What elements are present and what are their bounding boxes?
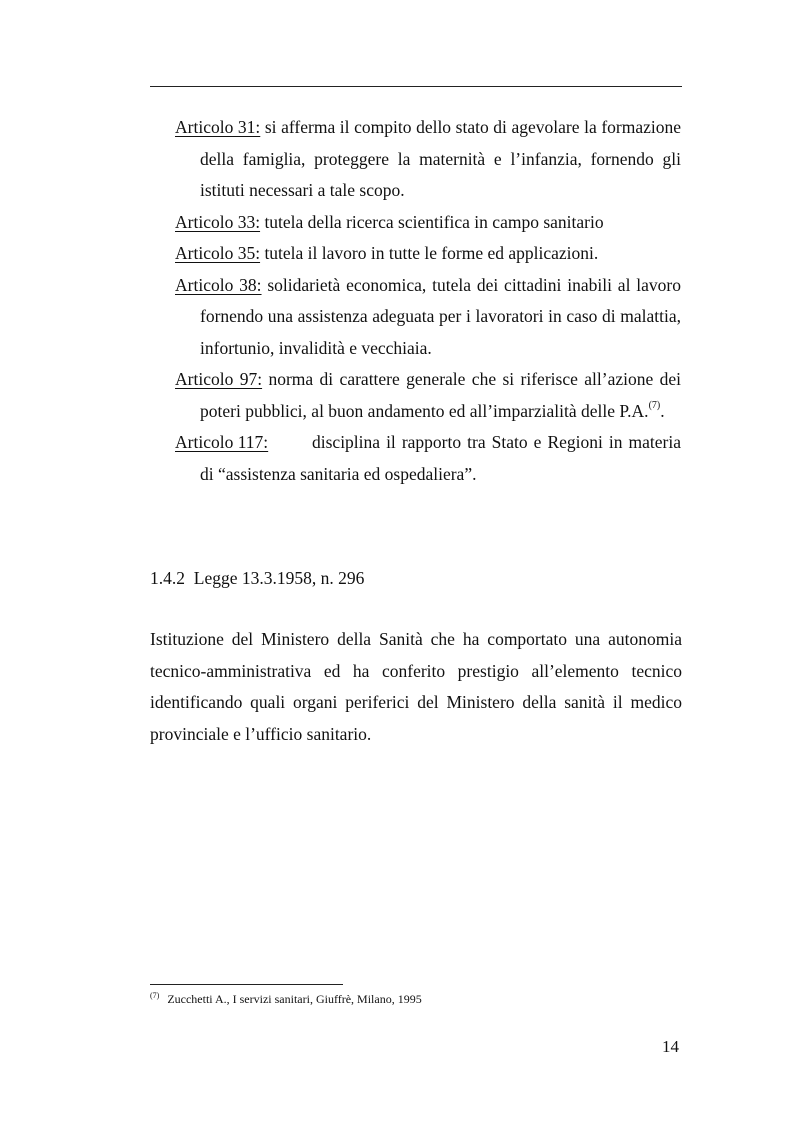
footnote-reference[interactable]: (7) bbox=[648, 399, 661, 411]
article-text: norma di carattere generale che si riferisce all’azione dei poteri pubblici, al buon andamento ed all’imparzialità delle P.A. bbox=[200, 369, 681, 421]
header-rule bbox=[150, 86, 682, 87]
article-text: si afferma il compito dello stato di agevolare la formazione della famiglia, proteggere la maternità e l’infanzia, fornendo gli istituti necessari a tale scopo. bbox=[200, 117, 681, 200]
article-item bbox=[175, 112, 681, 207]
section-number: 1.4.2 bbox=[150, 568, 185, 588]
article-label: Articolo 38: bbox=[175, 274, 262, 295]
article-label: Articolo 97: bbox=[175, 369, 263, 389]
section-heading bbox=[150, 563, 364, 595]
footnote-rule bbox=[150, 984, 343, 985]
article-text: tutela della ricerca scientifica in campo sanitario bbox=[260, 211, 604, 232]
page-number: 14 bbox=[662, 1037, 679, 1056]
article-item bbox=[175, 427, 681, 490]
article-text: disciplina il rapporto tra Stato e Regioni in materia di “assistenza sanitaria ed ospedaliera”. bbox=[200, 432, 681, 484]
article-label: Articolo 117: bbox=[175, 432, 269, 452]
article-item bbox=[175, 207, 681, 239]
section-title: Legge 13.3.1958, n. 296 bbox=[193, 568, 365, 588]
article-item bbox=[175, 364, 681, 427]
article-item bbox=[175, 270, 681, 365]
article-label: Articolo 31: bbox=[175, 117, 261, 137]
article-text: solidarietà economica, tutela dei cittadini inabili al lavoro fornendo una assistenza adeguata per i lavoratori in caso di malattia, infortunio, invalidità e vecchiaia. bbox=[200, 274, 681, 358]
article-label: Articolo 33: bbox=[175, 211, 261, 232]
article-text: tutela il lavoro in tutte le forme ed applicazioni. bbox=[260, 243, 599, 263]
body-paragraph: Istituzione del Ministero della Sanità che ha comportato una autonomia tecnico-amministrativa ed ha conferito prestigio all’elemento tecnico identificando quali organi periferici del Ministero della sanità il medico provinciale e l’ufficio sanitario. bbox=[150, 629, 682, 744]
article-label: Articolo 35: bbox=[175, 243, 261, 263]
article-item bbox=[175, 238, 681, 270]
footnote-text: Zucchetti A., I servizi sanitari, Giuffrè, Milano, 1995 bbox=[167, 992, 422, 1006]
footnote bbox=[150, 991, 422, 1007]
footnote-mark: (7) bbox=[150, 991, 160, 1000]
article-text-end: . bbox=[660, 400, 665, 421]
article-list bbox=[175, 112, 681, 490]
